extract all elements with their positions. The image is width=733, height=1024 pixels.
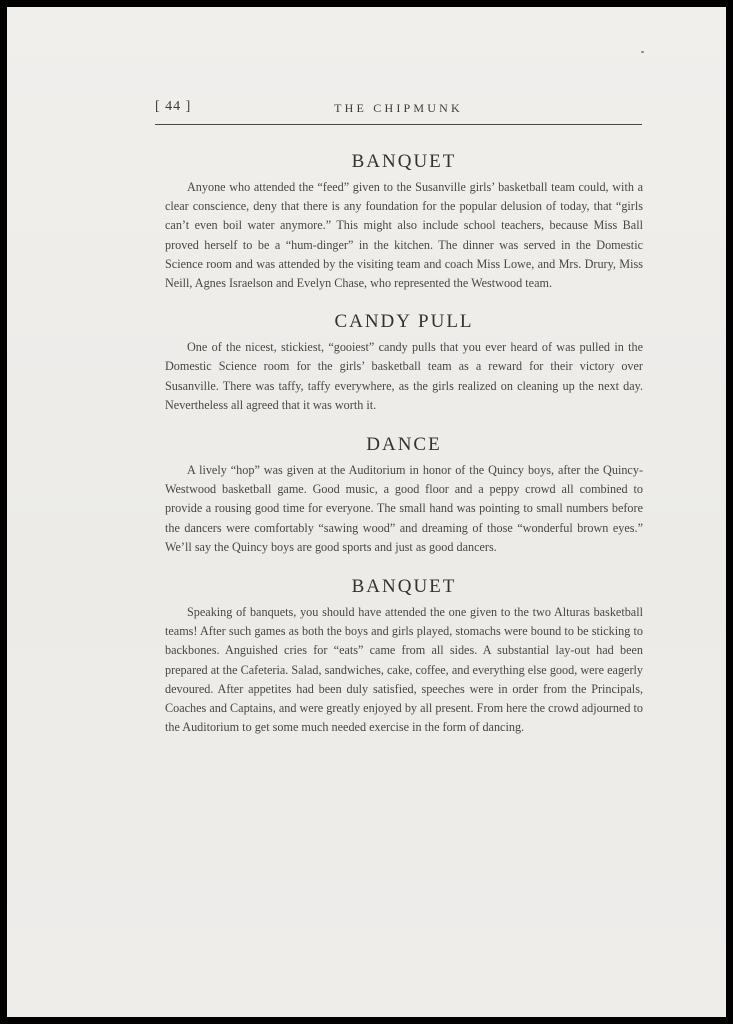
- section-banquet-1: [165, 146, 643, 293]
- paper-speck: [641, 51, 644, 53]
- section-heading: CANDY PULL: [334, 311, 474, 333]
- section-candy-pull: [165, 306, 643, 415]
- section-heading: DANCE: [366, 434, 442, 456]
- publication-title: THE CHIPMUNK: [334, 101, 463, 115]
- page-number: [ 44 ]: [155, 99, 192, 114]
- section-heading: BANQUET: [351, 151, 457, 172]
- section-paragraph: Anyone who attended the “feed” given to the Susanville girls’ basketball team could, with a clear conscience, deny that there is any foundation for the popular delusion of today, that “girls can’t even boil water anymore.” This might also include school teachers, because Miss Ball proved herself to be a “hum-dinger” in the kitchen. The dinner was served in the Domestic Science room and was attended by the visiting team and coach Miss Lowe, and Mrs. Drury, Miss Neill, Agnes Israelson and Evelyn Chase, who represented the Westwood team.: [165, 180, 643, 291]
- article-body: [165, 146, 643, 737]
- section-paragraph: A lively “hop” was given at the Auditorium in honor of the Quincy boys, after the Quincy-Westwood basketball game. Good music, a good floor and a peppy crowd all combined to provide a rousing good time for everyone. The small hand was pointing to small numbers before the dancers were comfortably “sawing wood” and dreaming of those “wonderful brown eyes.” We’ll say the Quincy boys are good sports and just as good dancers.: [165, 463, 643, 554]
- running-header: [155, 96, 642, 125]
- section-banquet-2: [165, 571, 643, 737]
- section-paragraph: Speaking of banquets, you should have attended the one given to the two Alturas basketball teams! After such games as both the boys and girls played, stomachs were bound to be sticking to backbones. Anguished cries for “eats” came from all sides. A substantial lay-out had been prepared at the Cafeteria. Salad, sandwiches, cake, coffee, and everything else good, were eagerly devoured. After appetites had been duly satisfied, speeches were in order from the Principals, Coaches and Captains, and were greatly enjoyed by all present. From here the crowd adjourned to the Auditorium to get some much needed exercise in the form of dancing.: [165, 605, 643, 735]
- section-heading: BANQUET: [351, 576, 457, 598]
- section-paragraph: One of the nicest, stickiest, “gooiest” candy pulls that you ever heard of was pulled in the Domestic Science room for the girls’ basketball team as a reward for their victory over Susanville. There was taffy, taffy everywhere, as the girls realized on cleaning up the next day. Nevertheless all agreed that it was worth it.: [165, 340, 643, 412]
- section-dance: [165, 429, 643, 557]
